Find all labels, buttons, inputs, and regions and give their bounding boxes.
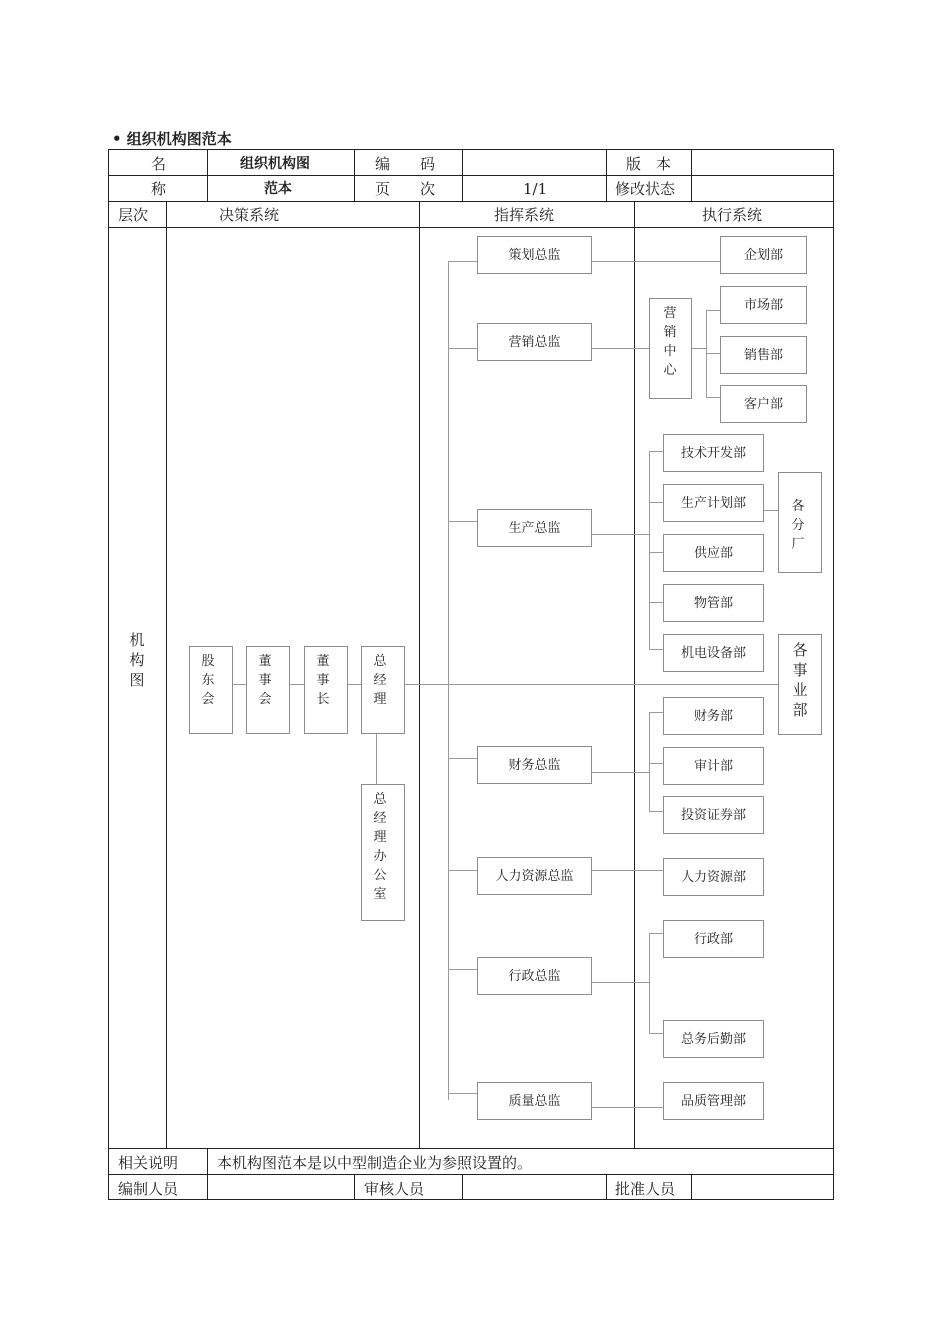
node-gm-office-label: 总经理办公室 bbox=[373, 792, 387, 902]
node-general-manager-label: 总经理 bbox=[373, 654, 387, 707]
name-label-line1: 名 bbox=[151, 155, 167, 173]
page-value: 1/1 bbox=[523, 180, 548, 198]
node-planning-dept[interactable]: 企划部 bbox=[720, 236, 807, 274]
node-quality-director[interactable]: 质量总监 bbox=[477, 1082, 592, 1120]
page-heading: • 组织机构图范本 bbox=[112, 130, 232, 148]
node-marketing-director[interactable]: 营销总监 bbox=[477, 323, 592, 361]
column-level: 层次 bbox=[118, 206, 149, 224]
notes-label: 相关说明 bbox=[118, 1154, 179, 1172]
node-business-units-label: 各事业部 bbox=[792, 641, 808, 719]
node-admin-director[interactable]: 行政总监 bbox=[477, 957, 592, 995]
node-planning-director[interactable]: 策划总监 bbox=[477, 236, 592, 274]
node-hr-dept[interactable]: 人力资源部 bbox=[663, 858, 764, 896]
document-name-line1: 组织机构图 bbox=[240, 156, 310, 172]
document-name-line2: 范本 bbox=[264, 181, 292, 197]
node-logistics-dept[interactable]: 总务后勤部 bbox=[663, 1020, 764, 1058]
node-sales-dept[interactable]: 销售部 bbox=[720, 336, 807, 374]
node-board-label: 董事会 bbox=[258, 654, 272, 707]
node-market-dept[interactable]: 市场部 bbox=[720, 286, 807, 324]
reviewer-label: 审核人员 bbox=[364, 1180, 425, 1198]
node-branch-factories-label: 各分厂 bbox=[791, 499, 805, 552]
page-label: 页 次 bbox=[375, 180, 436, 198]
node-tech-dev-dept[interactable]: 技术开发部 bbox=[663, 434, 764, 472]
node-production-director[interactable]: 生产总监 bbox=[477, 509, 592, 547]
node-equipment-dept[interactable]: 机电设备部 bbox=[663, 634, 764, 672]
approver-label: 批准人员 bbox=[615, 1180, 676, 1198]
node-production-plan-dept[interactable]: 生产计划部 bbox=[663, 484, 764, 522]
row-label-org-chart: 机构图 bbox=[129, 631, 145, 689]
node-supply-dept[interactable]: 供应部 bbox=[663, 534, 764, 572]
node-marketing-center-label: 营销中心 bbox=[663, 306, 677, 378]
code-label: 编 码 bbox=[375, 155, 436, 173]
version-label: 版 本 bbox=[626, 155, 672, 173]
node-chairman-label: 董事长 bbox=[316, 654, 330, 707]
name-label-line2: 称 bbox=[151, 180, 167, 198]
column-command-system: 指挥系统 bbox=[494, 206, 555, 224]
notes-value: 本机构图范本是以中型制造企业为参照设置的。 bbox=[217, 1154, 533, 1172]
node-audit-dept[interactable]: 审计部 bbox=[663, 747, 764, 785]
editor-label: 编制人员 bbox=[118, 1180, 179, 1198]
node-customer-dept[interactable]: 客户部 bbox=[720, 385, 807, 423]
node-investment-dept[interactable]: 投资证券部 bbox=[663, 796, 764, 834]
node-material-dept[interactable]: 物管部 bbox=[663, 584, 764, 622]
node-shareholders-label: 股东会 bbox=[201, 654, 215, 707]
column-execution-system: 执行系统 bbox=[702, 206, 763, 224]
revision-label: 修改状态 bbox=[615, 180, 676, 198]
node-admin-dept[interactable]: 行政部 bbox=[663, 920, 764, 958]
node-finance-dept[interactable]: 财务部 bbox=[663, 697, 764, 735]
column-decision-system: 决策系统 bbox=[219, 206, 280, 224]
node-hr-director[interactable]: 人力资源总监 bbox=[477, 857, 592, 895]
node-quality-mgmt-dept[interactable]: 品质管理部 bbox=[663, 1082, 764, 1120]
node-finance-director[interactable]: 财务总监 bbox=[477, 746, 592, 784]
